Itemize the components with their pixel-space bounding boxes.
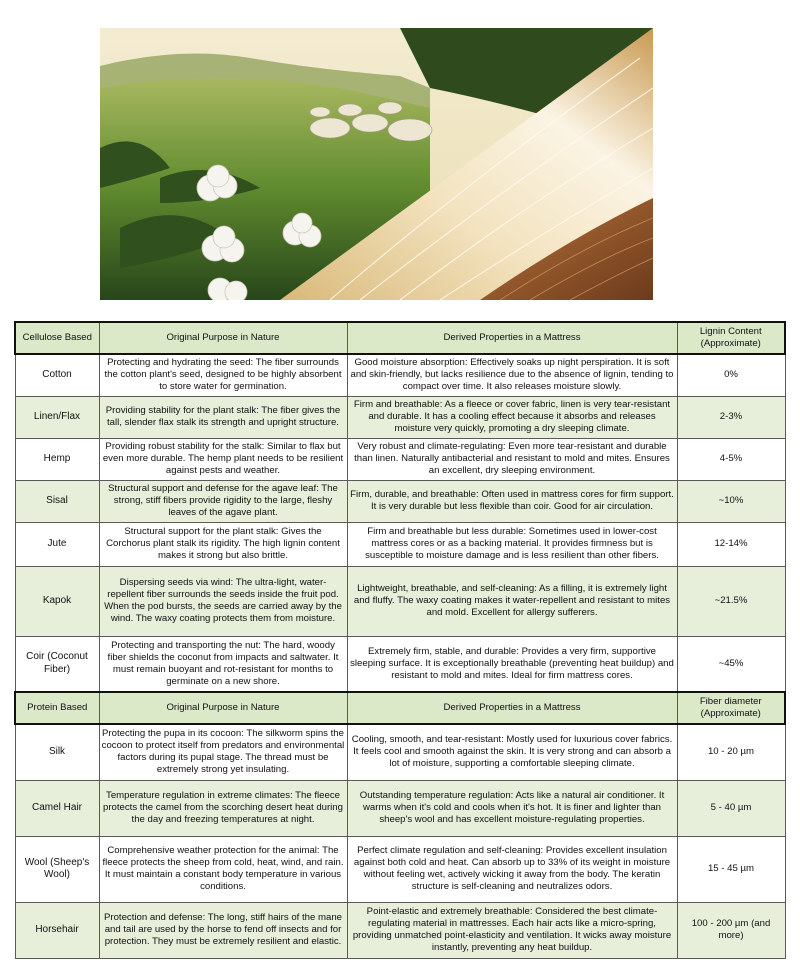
sheep-pasture-cotton-fiber-illustration — [100, 28, 653, 300]
fiber-name: Wool (Sheep's Wool) — [15, 836, 99, 902]
table-row — [15, 780, 785, 836]
fiber-value: ~21.5% — [677, 566, 785, 636]
fiber-purpose: Structural support for the plant stalk: Gives the Corchorus plant stalk its rigidity. The high lignin content makes it strong but also brittle. — [99, 522, 347, 566]
table-row — [15, 724, 785, 780]
fiber-value: 2-3% — [677, 396, 785, 438]
fiber-name: Jute — [15, 522, 99, 566]
fiber-value: 100 - 200 µm (and more) — [677, 902, 785, 958]
fiber-properties: Point-elastic and extremely breathable: Considered the best climate-regulating material in mattresses. Each hair acts like a micro-spring, providing unmatched point-elasticity and ventilation. It wicks away moisture instantly, preventing any heat buildup. — [347, 902, 677, 958]
fiber-comparison-table — [14, 321, 786, 959]
header-purpose: Original Purpose in Nature — [99, 692, 347, 724]
table-row — [15, 354, 785, 396]
header-properties: Derived Properties in a Mattress — [347, 322, 677, 354]
fiber-purpose: Protecting and transporting the nut: The hard, woody fiber shields the coconut from impacts and saltwater. It must remain buoyant and rot-resistant for months to germinate on a new shore. — [99, 636, 347, 692]
protein-header-row — [15, 692, 785, 724]
fiber-purpose: Dispersing seeds via wind: The ultra-light, water-repellent fiber surrounds the seeds inside the fruit pod. When the pod bursts, the seeds are carried away by the wind. The waxy coating protects them from moisture. — [99, 566, 347, 636]
fiber-purpose: Protection and defense: The long, stiff hairs of the mane and tail are used by the horse to fend off insects and for protection. They must be extremely resilient and elastic. — [99, 902, 347, 958]
fiber-name: Hemp — [15, 438, 99, 480]
fiber-purpose: Temperature regulation in extreme climates: The fleece protects the camel from the scorching desert heat during the day and freezing temperatures at night. — [99, 780, 347, 836]
fiber-properties: Outstanding temperature regulation: Acts like a natural air conditioner. It warms when it's cold and cools when it's hot. It is finer and lighter than sheep's wool and has excellent moisture-regulating properties. — [347, 780, 677, 836]
fiber-properties: Lightweight, breathable, and self-cleaning: As a filling, it is extremely light and fluffy. The waxy coating makes it water-repellent and resistant to mites and mold. Excellent for allergy sufferers. — [347, 566, 677, 636]
fiber-name: Cotton — [15, 354, 99, 396]
fiber-name: Kapok — [15, 566, 99, 636]
fiber-name: Linen/Flax — [15, 396, 99, 438]
table-row — [15, 902, 785, 958]
fiber-properties: Extremely firm, stable, and durable: Provides a very firm, supportive sleeping surface. It is exceptionally breathable (preventing heat buildup) and resistant to mold and mites. Ideal for firm mattress cores. — [347, 636, 677, 692]
fiber-name: Horsehair — [15, 902, 99, 958]
fiber-properties: Firm and breathable but less durable: Sometimes used in lower-cost mattress cores or as a backing material. It provides firmness but is susceptible to moisture damage and is less resilient than other fibers. — [347, 522, 677, 566]
fiber-name: Silk — [15, 724, 99, 780]
table-row — [15, 836, 785, 902]
table-row — [15, 396, 785, 438]
cellulose-header-row — [15, 322, 785, 354]
header-purpose: Original Purpose in Nature — [99, 322, 347, 354]
fiber-value: ~45% — [677, 636, 785, 692]
fiber-purpose: Comprehensive weather protection for the animal: The fleece protects the sheep from cold, heat, wind, and rain. It must maintain a constant body temperature in various conditions. — [99, 836, 347, 902]
fiber-properties: Cooling, smooth, and tear-resistant: Mostly used for luxurious cover fabrics. It feels cool and smooth against the skin. It is very strong and can absorb a lot of moisture, supporting a comfortable sleeping climate. — [347, 724, 677, 780]
fiber-value: 12-14% — [677, 522, 785, 566]
fiber-properties: Very robust and climate-regulating: Even more tear-resistant and durable than linen. Naturally antibacterial and resistant to mold and mites. Ensures an excellent, dry sleeping environment. — [347, 438, 677, 480]
fiber-properties: Firm, durable, and breathable: Often used in mattress cores for firm support. It is very durable but less flexible than coir. Good for air circulation. — [347, 480, 677, 522]
fiber-name: Sisal — [15, 480, 99, 522]
table-row — [15, 636, 785, 692]
header-lignin: Lignin Content (Approximate) — [677, 322, 785, 354]
table-row — [15, 438, 785, 480]
fiber-name: Coir (Coconut Fiber) — [15, 636, 99, 692]
fiber-value: 15 - 45 µm — [677, 836, 785, 902]
fiber-value: ~10% — [677, 480, 785, 522]
fiber-value: 4-5% — [677, 438, 785, 480]
header-properties: Derived Properties in a Mattress — [347, 692, 677, 724]
table-row — [15, 480, 785, 522]
fiber-purpose: Providing robust stability for the stalk: Similar to flax but even more durable. The hemp plant needs to be resilient against pests and weather. — [99, 438, 347, 480]
fiber-properties: Firm and breathable: As a fleece or cover fabric, linen is very tear-resistant and durable. It has a cooling effect because it absorbs and releases moisture very quickly, promoting a dry sleeping climate. — [347, 396, 677, 438]
fiber-value: 5 - 40 µm — [677, 780, 785, 836]
fiber-purpose: Structural support and defense for the agave leaf: The strong, stiff fibers provide rigidity to the large, fleshy leaves of the agave plant. — [99, 480, 347, 522]
fiber-purpose: Protecting and hydrating the seed: The fiber surrounds the cotton plant's seed, designed to be highly absorbent to store water for germination. — [99, 354, 347, 396]
fiber-name: Camel Hair — [15, 780, 99, 836]
fiber-properties: Good moisture absorption: Effectively soaks up night perspiration. It is soft and skin-friendly, but lacks resilience due to the absence of lignin, tending to compact over time. It also releases moisture slowly. — [347, 354, 677, 396]
fiber-purpose: Protecting the pupa in its cocoon: The silkworm spins the cocoon to protect itself from predators and environmental factors during its pupal stage. The thread must be extremely strong yet insulating. — [99, 724, 347, 780]
hero-image — [100, 28, 653, 300]
fiber-value: 0% — [677, 354, 785, 396]
header-category: Cellulose Based — [15, 322, 99, 354]
header-diameter: Fiber diameter (Approximate) — [677, 692, 785, 724]
table-row — [15, 522, 785, 566]
fiber-purpose: Providing stability for the plant stalk: The fiber gives the tall, slender flax stalk its strength and upright structure. — [99, 396, 347, 438]
table-row — [15, 566, 785, 636]
fiber-value: 10 - 20 µm — [677, 724, 785, 780]
fiber-properties: Perfect climate regulation and self-cleaning: Provides excellent insulation against both cold and heat. Can absorb up to 33% of its weight in moisture without feeling wet, actively wicking it away from the body. The keratin structure is self-cleaning and neutralizes odors. — [347, 836, 677, 902]
header-category: Protein Based — [15, 692, 99, 724]
